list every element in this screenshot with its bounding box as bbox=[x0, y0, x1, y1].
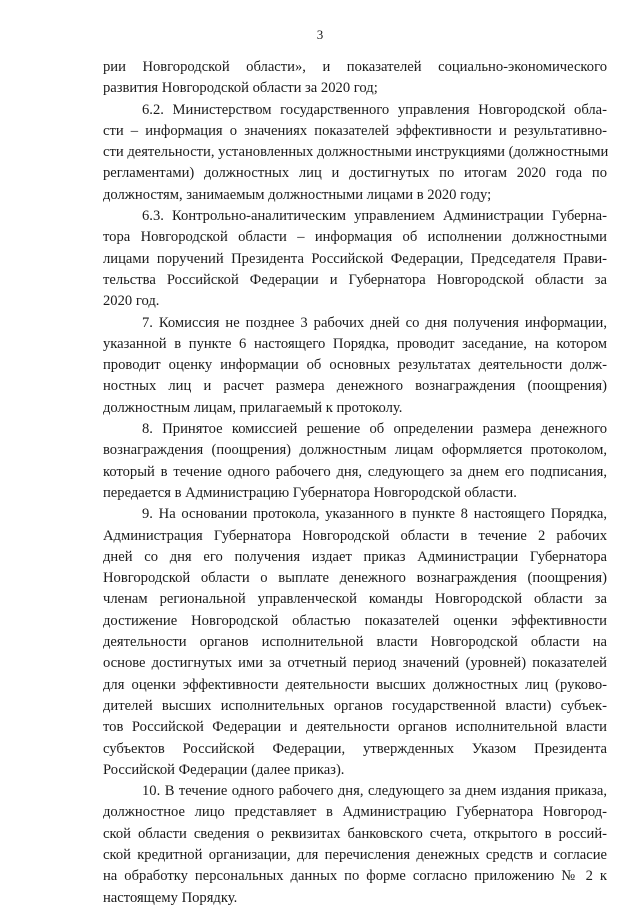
text-line: передается в Администрацию Губернатора Новгородской области. bbox=[103, 484, 517, 501]
text-line: вознаграждения (поощрения) должностным лицам оформляется протоколом, bbox=[103, 442, 607, 459]
text-line: сти – информация о значениях показателей эффективности и результативно- bbox=[103, 122, 607, 139]
text-line: должностным лицам, прилагаемый к протоколу. bbox=[103, 399, 403, 416]
text-line: Российской Федерации (далее приказ). bbox=[103, 761, 345, 778]
paragraph-8 bbox=[103, 419, 607, 504]
paragraph-10 bbox=[103, 781, 607, 909]
text-line: членам региональной управленческой команды Новгородской области за bbox=[103, 591, 607, 608]
text-line: тора Новгородской области – информация об исполнении должностными bbox=[103, 229, 607, 246]
paragraph-continuation bbox=[103, 57, 607, 100]
text-line: 6.3. Контрольно-аналитическим управлением Администрации Губерна- bbox=[142, 208, 607, 225]
text-line: сти деятельности, установленных должностными инструкциями (должностными bbox=[103, 144, 609, 161]
paragraph-6-3 bbox=[103, 206, 607, 312]
text-line: проводит оценку информации об основных результатах деятельности долж- bbox=[103, 357, 607, 374]
paragraph-7 bbox=[103, 313, 607, 419]
paragraph-6-2 bbox=[103, 100, 607, 206]
text-line: 7. Комиссия не позднее 3 рабочих дней со дня получения информации, bbox=[142, 314, 607, 331]
text-line: достижение Новгородской областью показателей оценки эффективности bbox=[103, 612, 607, 629]
text-line: регламентами) должностных лиц и достигнутых по итогам 2020 года по bbox=[103, 165, 607, 182]
text-line: Администрация Губернатора Новгородской области в течение 2 рабочих bbox=[103, 527, 607, 544]
text-line: дителей высших исполнительных органов государственной власти) субъек- bbox=[103, 697, 607, 714]
text-line: рии Новгородской области», и показателей социально-экономического bbox=[103, 59, 607, 75]
document-body bbox=[103, 57, 607, 909]
text-line: для оценки эффективности деятельности высших должностных лиц (руково- bbox=[103, 676, 607, 693]
text-line: субъектов Российской Федерации, утвержденных Указом Президента bbox=[103, 740, 607, 757]
text-line: ской кредитной организации, для перечисления денежных средств и согласие bbox=[103, 846, 607, 863]
text-line: деятельности органов исполнительной власти Новгородской области на bbox=[103, 634, 607, 651]
text-line: настоящему Порядку. bbox=[103, 889, 238, 906]
text-line: Новгородской области о выплате денежного вознаграждения (поощрения) bbox=[103, 570, 607, 587]
page-number: 3 bbox=[316, 27, 324, 42]
text-line: ностных лиц и расчет размера денежного вознаграждения (поощрения) bbox=[103, 378, 607, 395]
text-line: на обработку персональных данных по форме согласно приложению № 2 к bbox=[103, 868, 607, 885]
text-line: который в течение одного рабочего дня, следующего за днем его подписания, bbox=[103, 463, 607, 480]
text-line: развития Новгородской области за 2020 год; bbox=[103, 80, 378, 97]
text-line: должностям, занимаемым должностными лицами в 2020 году; bbox=[103, 186, 492, 203]
text-line: тов Российской Федерации и деятельности органов исполнительной власти bbox=[103, 719, 607, 736]
text-line: 6.2. Министерством государственного управления Новгородской обла- bbox=[142, 101, 607, 118]
text-line: лицами поручений Президента Российской Федерации, Председателя Прави- bbox=[103, 250, 607, 267]
text-line: дней со дня его получения издает приказ Администрации Губернатора bbox=[103, 548, 607, 565]
text-line: должностное лицо представляет в Администрацию Губернатора Новгород- bbox=[103, 804, 607, 821]
text-line: 9. На основании протокола, указанного в пункте 8 настоящего Порядка, bbox=[142, 506, 607, 523]
text-line: тельства Российской Федерации и Губернатора Новгородской области за bbox=[103, 271, 607, 288]
text-line: указанной в пункте 6 настоящего Порядка, проводит заседание, на котором bbox=[103, 335, 607, 352]
paragraph-9 bbox=[103, 504, 607, 781]
text-line: 10. В течение одного рабочего дня, следующего за днем издания приказа, bbox=[142, 783, 607, 800]
text-line: ской области сведения о реквизитах банковского счета, открытого в россий- bbox=[103, 825, 607, 842]
text-line: 2020 год. bbox=[103, 293, 160, 310]
text-line: основе достигнутых ими за отчетный период значений (уровней) показателей bbox=[103, 655, 607, 672]
text-line: 8. Принятое комиссией решение об определении размера денежного bbox=[142, 421, 607, 438]
